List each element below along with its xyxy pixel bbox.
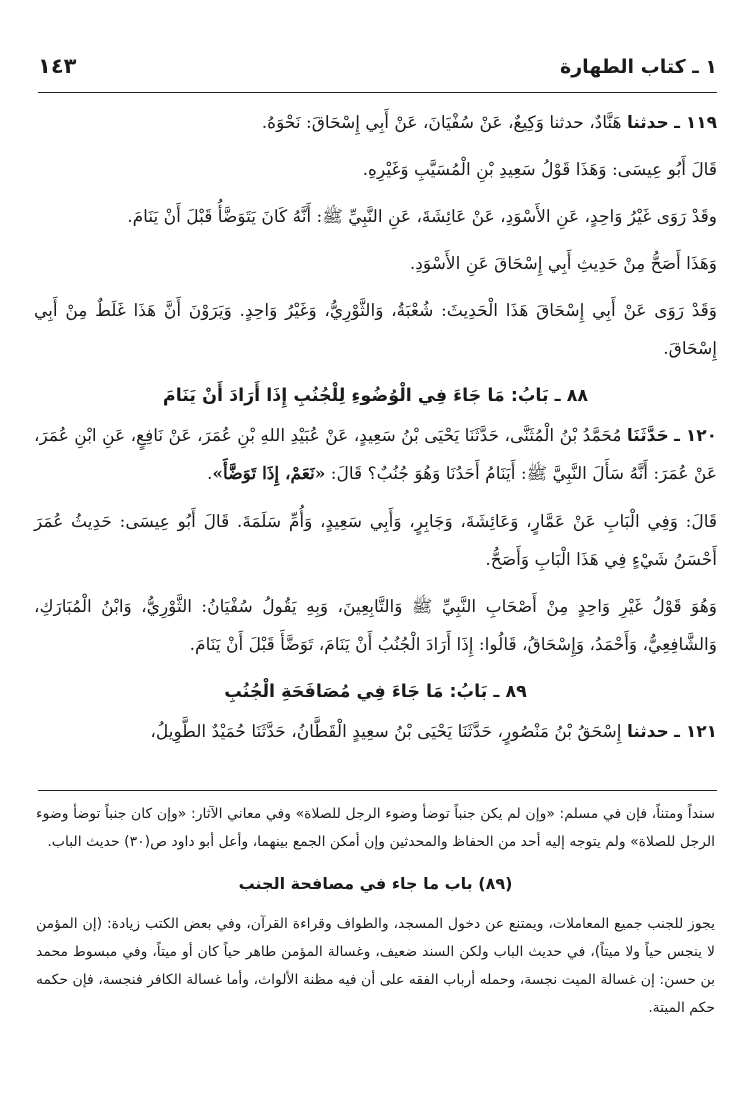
chapter-heading-88: ٨٨ ـ بَابُ: مَا جَاءَ فِي الْوُضُوءِ لِلْجُنُبِ إِذَا أَرَادَ أَنْ يَنَامَ bbox=[162, 386, 589, 406]
hadith-lead-word: حدثنا bbox=[626, 113, 669, 133]
footnotes bbox=[36, 800, 715, 1022]
paragraph-fil-bab: قَالَ: وَفِي الْبَابِ عَنْ عَمَّارٍ، وَعَائِشَةَ، وَجَابِرٍ، وَأَبِي سَعِيدٍ، وَأُمِّ سَلَمَةَ. قَالَ أَبُو عِيسَى: حَدِيثُ عُمَرَ أَحْسَنُ شَيْءٍ فِي هَذَا الْبَابِ وَأَصَحُّ. bbox=[34, 512, 717, 570]
paragraph-narration: وقَدْ رَوَى غَيْرُ وَاحِدٍ، عَنِ الأَسْوَدِ، عَنْ عَائِشَةَ، عَنِ النَّبِيِّ ﷺ: أَنَّهُ كَانَ يَتَوَضَّأُ قَبْلَ أَنْ يَنَامَ. bbox=[127, 207, 717, 227]
chapter-title: ١ ـ كتاب الطهارة bbox=[560, 56, 717, 78]
hadith-lead-word: حدثنا bbox=[626, 722, 669, 742]
hadith-end: . bbox=[207, 464, 213, 484]
hadith-number: ١٢٠ ـ bbox=[674, 426, 718, 446]
paragraph-qawl: وَهُوَ قَوْلُ غَيْرِ وَاحِدٍ مِنْ أَصْحَابِ النَّبِيِّ ﷺ وَالتَّابِعِينَ، وَبِهِ يَقُولُ سُفْيَانُ: الثَّوْرِيُّ، وَابْنُ الْمُبَارَكِ، وَالشَّافِعِيُّ، وَأَحْمَدُ، وَإِسْحَاقُ، قَالُوا: إِذَا أَرَادَ الْجُنُبُ أَنْ يَنَامَ، تَوَضَّأَ قَبْلَ أَنْ يَنَامَ. bbox=[34, 597, 717, 655]
footnote-heading: (٨٩) باب ما جاء في مصافحة الجنب bbox=[238, 874, 513, 893]
footnote-divider bbox=[38, 790, 717, 791]
hadith-text: مُحَمَّدُ بْنُ الْمُثَنَّى، حَدَّثَنَا يَحْيَى بْنُ سَعِيدٍ، عَنْ عُبَيْدِ اللهِ بْنِ عُمَرَ، عَنْ نَافِعٍ، عَنِ ابْنِ عُمَرَ، عَنْ عُمَرَ: أَنَّهُ سَأَلَ النَّبِيَّ ﷺ: أَيَنَامُ أَحَدُنَا وَهُوَ جُنُبٌ؟ قَالَ: bbox=[34, 426, 717, 484]
hadith-number: ١٢١ ـ bbox=[674, 722, 717, 742]
paragraph-ghalat: وَقَدْ رَوَى عَنْ أَبِي إِسْحَاقَ هَذَا الْحَدِيثَ: شُعْبَةُ، وَالثَّوْرِيُّ، وَغَيْرُ وَاحِدٍ. وَيَرَوْنَ أَنَّ هَذَا غَلَطٌ مِنْ أَبِي إِسْحَاقَ. bbox=[34, 301, 717, 359]
hadith-text: هَنَّادٌ، حدثنا وَكِيعٌ، عَنْ سُفْيَانَ، عَنْ أَبِي إِسْحَاقَ: نَحْوَهُ. bbox=[261, 113, 622, 133]
paragraph-abu-isa: قَالَ أَبُو عِيسَى: وَهَذَا قَوْلُ سَعِيدِ بْنِ الْمُسَيَّبِ وَغَيْرِهِ. bbox=[362, 160, 717, 180]
hadith-121 bbox=[34, 713, 717, 751]
hadith-number: ١١٩ ـ bbox=[674, 113, 717, 133]
hadith-120 bbox=[34, 417, 717, 493]
page-number: ١٤٣ bbox=[38, 54, 77, 78]
chapter-heading-89: ٨٩ ـ بَابُ: مَا جَاءَ فِي مُصَافَحَةِ الْجُنُبِ bbox=[224, 682, 527, 702]
page-header bbox=[38, 52, 717, 93]
hadith-lead-word: حَدَّثَنَا bbox=[626, 426, 669, 446]
footnote-paragraph-1: سنداً ومتناً، فإن في مسلم: «وإن لم يكن جنباً توضأ وضوء الرجل للصلاة» وفي معاني الآثار: «وإن كان جنباً توضأ وضوء الرجل للصلاة» ولم يتوجه إليه أحد من الحفاظ والمحدثين وإن أمكن الجمع بينهما، وأعل أبو داود ص(٣٠) حديث الباب. bbox=[36, 806, 715, 850]
hadith-quote: «نَعَمْ، إِذَا تَوَضَّأَ» bbox=[212, 464, 326, 484]
hadith-119 bbox=[34, 104, 717, 142]
footnote-paragraph-2: يجوز للجنب جميع المعاملات، ويمتنع عن دخول المسجد، والطواف وقراءة القرآن، وفي بعض الكتب زيادة: (إن المؤمن لا ينجس حياً ولا ميتاً)، في حديث الباب ولكن السند ضعيف، وغسالة المؤمن طاهر حياً كان أو ميتاً، وفي مبسوط محمد بن حسن: إن غسالة الميت نجسة، وحمله أرباب الفقه على أن فيه مظنة الألواث، وأما غسالة الكافر فنجسة، فإن حكمه حكم الميتة. bbox=[36, 916, 715, 1016]
paragraph-sahih: وَهَذَا أَصَحُّ مِنْ حَدِيثِ أَبِي إِسْحَاقَ عَنِ الأَسْوَدِ. bbox=[409, 254, 717, 274]
main-text bbox=[34, 104, 717, 751]
hadith-text: إِسْحَقُ بْنُ مَنْصُورٍ، حَدَّثَنَا يَحْيَى بْنُ سعِيدٍ الْقَطَّانُ، حَدَّثَنَا حُمَيْدٌ الطَّوِيلُ، bbox=[150, 722, 622, 742]
